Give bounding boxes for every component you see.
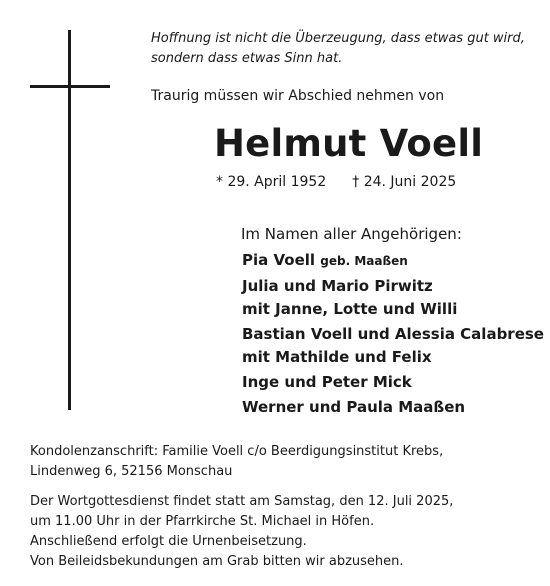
intro-text: Traurig müssen wir Abschied nehmen von xyxy=(151,88,445,104)
service-line-1: Der Wortgottesdienst findet statt am Samstag, den 12. Juli 2025, xyxy=(30,494,454,509)
maiden-name: geb. Maaßen xyxy=(320,254,408,268)
mourner-children: mit Janne, Lotte und Willi xyxy=(242,300,458,318)
condolence-line-1: Kondolenzanschrift: Familie Voell c/o Beerdigungsinstitut Krebs, xyxy=(30,444,444,459)
service-info xyxy=(30,492,453,572)
behalf-label: Im Namen aller Angehörigen: xyxy=(241,225,462,243)
list-item xyxy=(242,371,544,394)
quote xyxy=(151,29,525,69)
list-item xyxy=(242,396,544,419)
birth-date: * 29. April 1952 xyxy=(216,174,327,190)
deceased-name: Helmut Voell xyxy=(214,122,484,165)
death-date: † 24. Juni 2025 xyxy=(352,174,457,190)
life-dates xyxy=(216,172,456,192)
quote-line-2: sondern dass etwas Sinn hat. xyxy=(151,51,343,66)
mourner-name: Pia Voell xyxy=(242,251,316,269)
mourner-name: Werner und Paula Maaßen xyxy=(242,398,466,416)
service-line-3: Anschließend erfolgt die Urnenbeisetzung. xyxy=(30,534,307,549)
list-item xyxy=(242,323,544,369)
mourner-name: Bastian Voell und Alessia Calabrese xyxy=(242,325,544,343)
mourner-name: Inge und Peter Mick xyxy=(242,373,412,391)
list-item xyxy=(242,249,544,273)
mourner-name: Julia und Mario Pirwitz xyxy=(242,277,433,295)
condolence-address xyxy=(30,442,443,482)
cross-icon-horizontal xyxy=(30,85,110,88)
list-item xyxy=(242,275,544,321)
service-line-4: Von Beileidsbekundungen am Grab bitten wir abzusehen. xyxy=(30,554,404,569)
service-line-2: um 11.00 Uhr in der Pfarrkirche St. Michael in Höfen. xyxy=(30,514,375,529)
quote-line-1: Hoffnung ist nicht die Überzeugung, dass etwas gut wird, xyxy=(151,31,525,46)
mourner-children: mit Mathilde und Felix xyxy=(242,348,432,366)
condolence-line-2: Lindenweg 6, 52156 Monschau xyxy=(30,464,233,479)
mourners-list xyxy=(242,249,544,421)
